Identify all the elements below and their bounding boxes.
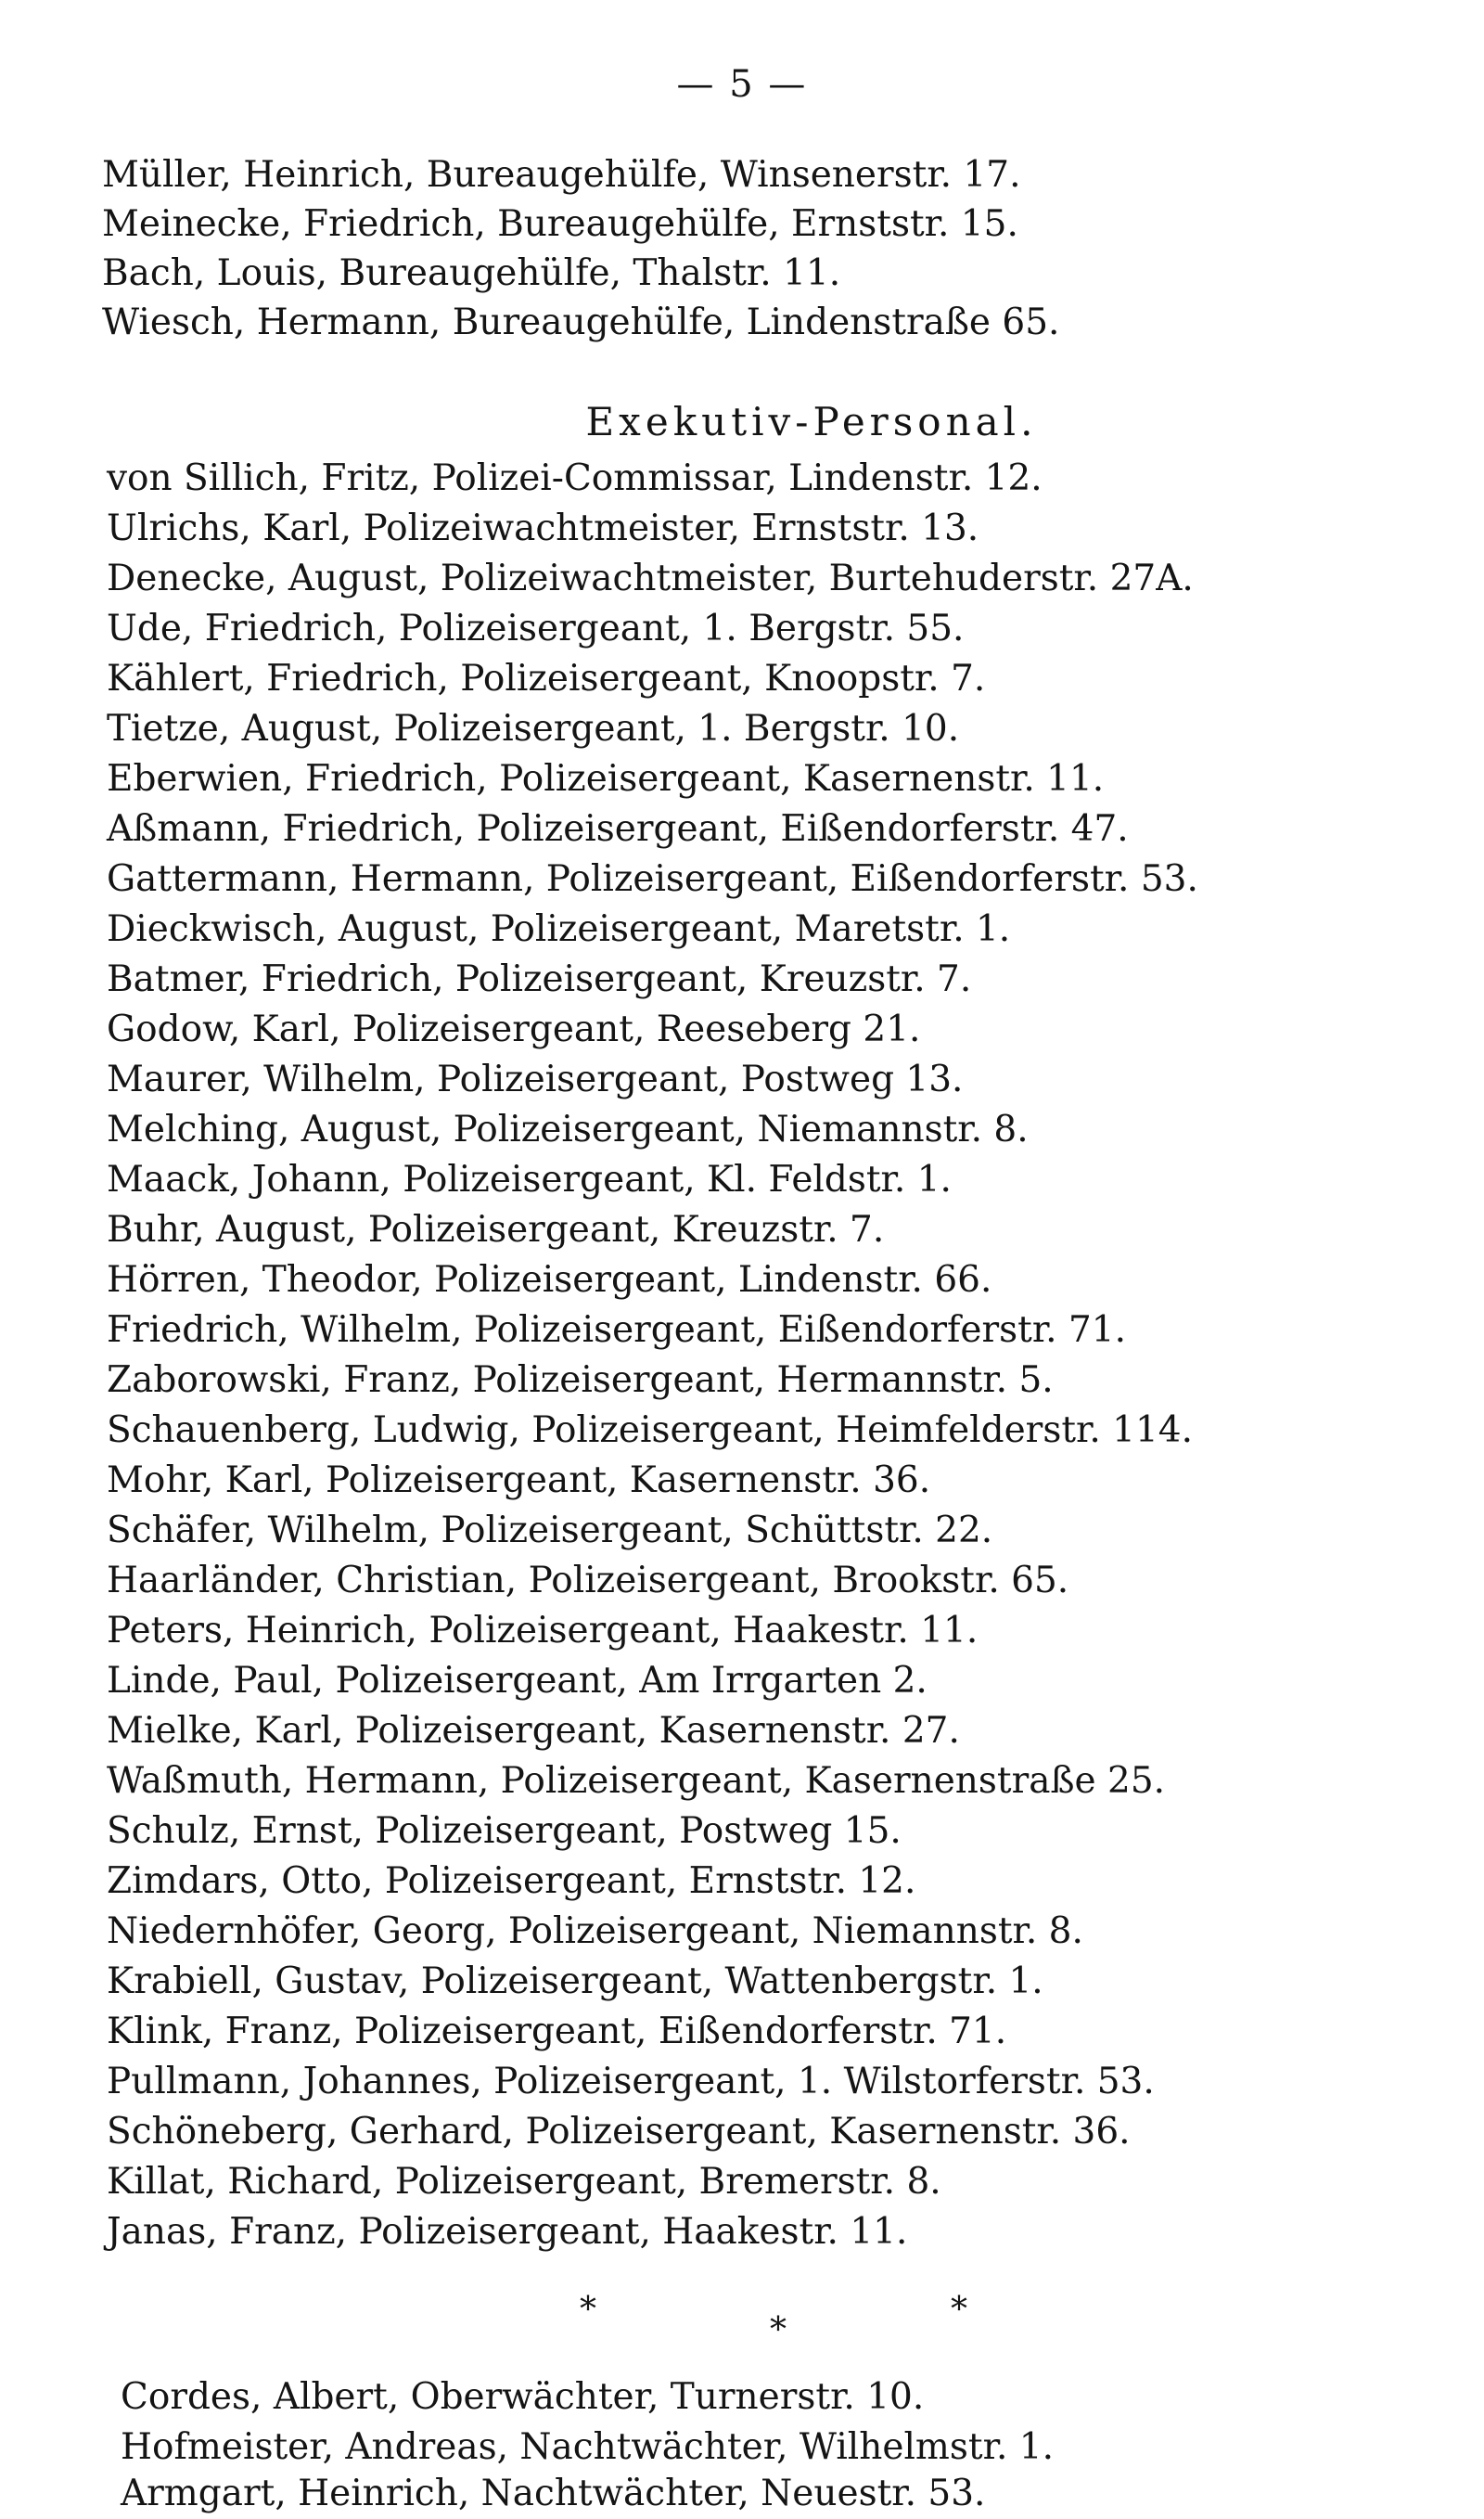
page-number: — 5 — [676, 63, 808, 106]
list-item: Buhr, August, Polizeisergeant, Kreuzstr. 7. [107, 1209, 885, 1251]
list-item: Waßmuth, Hermann, Polizeisergeant, Kasernenstraße 25. [107, 1760, 1166, 1802]
list-item: Kählert, Friedrich, Polizeisergeant, Knoopstr. 7. [107, 658, 986, 700]
list-item: Schöneberg, Gerhard, Polizeisergeant, Kasernenstr. 36. [107, 2111, 1131, 2153]
list-item: Janas, Franz, Polizeisergeant, Haakestr. 11. [107, 2211, 908, 2253]
list-item: Mohr, Karl, Polizeisergeant, Kasernenstr. 36. [107, 1459, 931, 1501]
list-item: Klink, Franz, Polizeisergeant, Eißendorferstr. 71. [107, 2011, 1007, 2052]
section-heading: Exekutiv-Personal. [585, 399, 1038, 444]
list-item: Zimdars, Otto, Polizeisergeant, Ernststr. 12. [107, 1860, 916, 1902]
list-item: Hofmeister, Andreas, Nachtwächter, Wilhelmstr. 1. [121, 2426, 1054, 2468]
separator-star: * [580, 2291, 596, 2329]
list-item: Mielke, Karl, Polizeisergeant, Kasernenstr. 27. [107, 1710, 960, 1752]
list-item: Peters, Heinrich, Polizeisergeant, Haakestr. 11. [107, 1610, 979, 1651]
list-item: Melching, August, Polizeisergeant, Niemannstr. 8. [107, 1109, 1029, 1150]
list-item: Bach, Louis, Bureaugehülfe, Thalstr. 11. [102, 252, 841, 294]
list-item: Aßmann, Friedrich, Polizeisergeant, Eißendorferstr. 47. [107, 808, 1129, 850]
list-item: Maack, Johann, Polizeisergeant, Kl. Feldstr. 1. [107, 1159, 952, 1201]
list-item: Niedernhöfer, Georg, Polizeisergeant, Niemannstr. 8. [107, 1910, 1083, 1952]
list-item: Godow, Karl, Polizeisergeant, Reeseberg 21. [107, 1009, 921, 1050]
list-item: Haarländer, Christian, Polizeisergeant, Brookstr. 65. [107, 1560, 1069, 1601]
list-item: Müller, Heinrich, Bureaugehülfe, Winsenerstr. 17. [102, 154, 1021, 196]
list-item: Killat, Richard, Polizeisergeant, Bremerstr. 8. [107, 2161, 941, 2203]
list-item: Krabiell, Gustav, Polizeisergeant, Wattenbergstr. 1. [107, 1960, 1043, 2002]
separator-star: * [951, 2291, 967, 2329]
list-item: Maurer, Wilhelm, Polizeisergeant, Postweg 13. [107, 1059, 964, 1100]
list-item: Ulrichs, Karl, Polizeiwachtmeister, Ernststr. 13. [107, 508, 979, 549]
list-item: Armgart, Heinrich, Nachtwächter, Neuestr. 53. [121, 2473, 986, 2514]
list-item: von Sillich, Fritz, Polizei-Commissar, Lindenstr. 12. [107, 457, 1043, 499]
list-item: Wiesch, Hermann, Bureaugehülfe, Lindenstraße 65. [102, 302, 1060, 343]
list-item: Tietze, August, Polizeisergeant, 1. Bergstr. 10. [107, 708, 960, 750]
list-item: Schauenberg, Ludwig, Polizeisergeant, Heimfelderstr. 114. [107, 1409, 1193, 1451]
list-item: Linde, Paul, Polizeisergeant, Am Irrgarten 2. [107, 1660, 928, 1702]
list-item: Pullmann, Johannes, Polizeisergeant, 1. Wilstorferstr. 53. [107, 2061, 1155, 2102]
list-item: Zaborowski, Franz, Polizeisergeant, Hermannstr. 5. [107, 1359, 1054, 1401]
list-item: Gattermann, Hermann, Polizeisergeant, Eißendorferstr. 53. [107, 858, 1198, 900]
separator-star: * [770, 2311, 787, 2349]
list-item: Friedrich, Wilhelm, Polizeisergeant, Eißendorferstr. 71. [107, 1309, 1126, 1351]
list-item: Denecke, August, Polizeiwachtmeister, Burtehuderstr. 27A. [107, 558, 1194, 599]
list-item: Ude, Friedrich, Polizeisergeant, 1. Bergstr. 55. [107, 608, 965, 649]
list-item: Cordes, Albert, Oberwächter, Turnerstr. 10. [121, 2376, 925, 2418]
list-item: Batmer, Friedrich, Polizeisergeant, Kreuzstr. 7. [107, 958, 972, 1000]
list-item: Schäfer, Wilhelm, Polizeisergeant, Schüttstr. 22. [107, 1510, 993, 1551]
list-item: Schulz, Ernst, Polizeisergeant, Postweg 15. [107, 1810, 902, 1852]
list-item: Meinecke, Friedrich, Bureaugehülfe, Ernststr. 15. [102, 203, 1018, 245]
list-item: Dieckwisch, August, Polizeisergeant, Maretstr. 1. [107, 908, 1011, 950]
list-item: Hörren, Theodor, Polizeisergeant, Lindenstr. 66. [107, 1259, 992, 1301]
list-item: Eberwien, Friedrich, Polizeisergeant, Kasernenstr. 11. [107, 758, 1105, 800]
